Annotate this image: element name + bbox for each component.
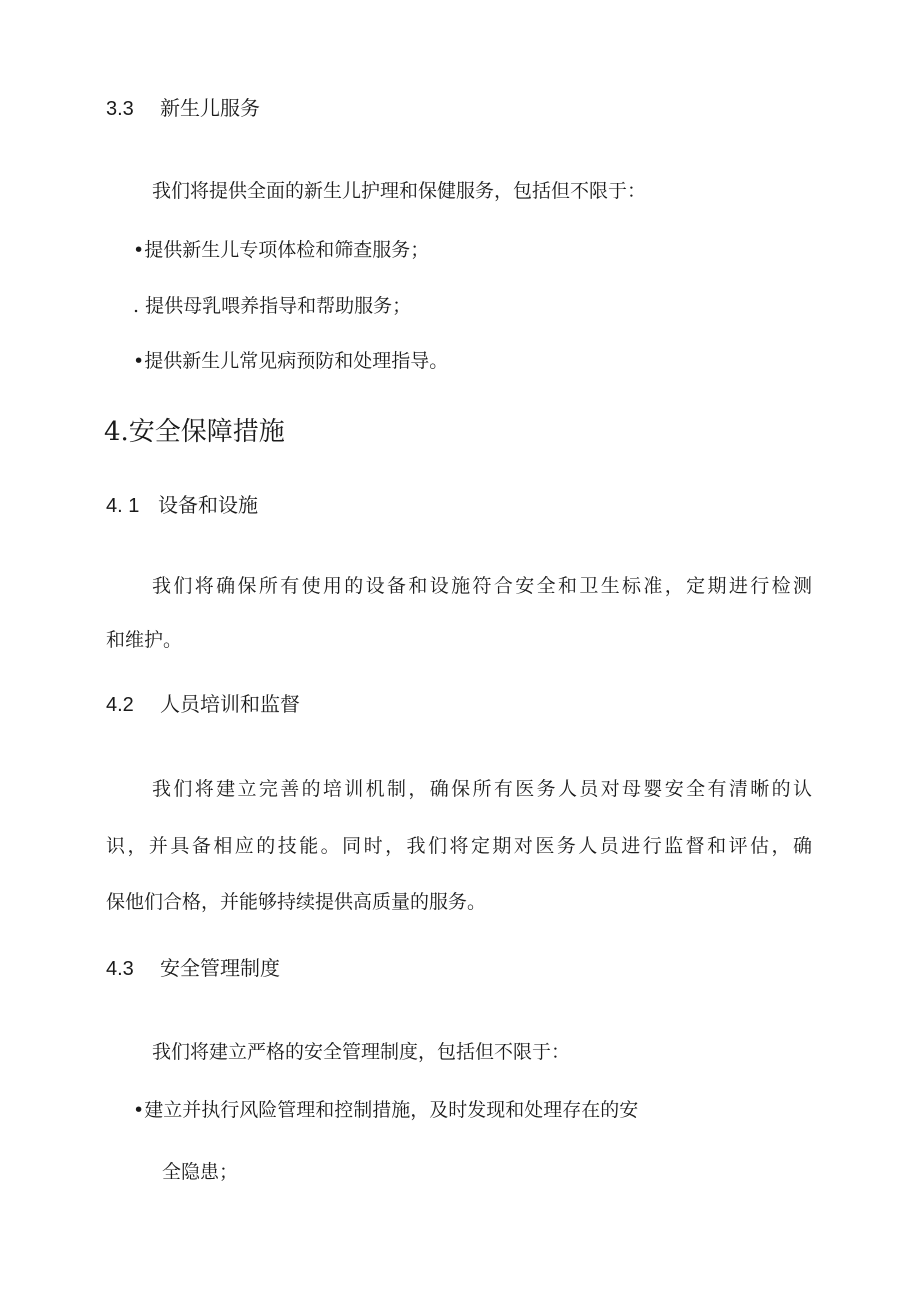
section-number: 4.2 — [106, 694, 134, 716]
list-item: •提供新生儿专项体检和筛查服务； — [133, 239, 430, 261]
list-item-continuation: 全隐患； — [162, 1161, 239, 1183]
section-number: 4. 1 — [106, 495, 140, 517]
section-number: 3.3 — [106, 98, 134, 120]
paragraph-intro: 我们将建立严格的安全管理制度，包括但不限于： — [152, 1041, 571, 1063]
list-item: •提供新生儿常见病预防和处理指导。 — [133, 350, 449, 372]
paragraph-line: 和维护。 — [106, 629, 183, 651]
paragraph-line: 保他们合格，并能够持续提供高质量的服务。 — [106, 891, 487, 913]
section-title: 人员培训和监督 — [160, 692, 300, 716]
section-title: 设备和设施 — [158, 493, 258, 517]
list-item: •建立并执行风险管理和控制措施，及时发现和处理存在的安 — [133, 1099, 639, 1121]
section-heading-4-3 — [106, 958, 280, 979]
chapter-heading-4: 4.安全保障措施 — [104, 417, 285, 447]
paragraph-line: 我们将建立完善的培训机制，确保所有医务人员对母婴安全有清晰的认 — [152, 778, 812, 800]
list-item: . 提供母乳喂养指导和帮助服务； — [133, 295, 412, 317]
paragraph-line: 我们将确保所有使用的设备和设施符合安全和卫生标准，定期进行检测 — [152, 575, 812, 597]
section-heading-3-3 — [106, 98, 260, 119]
section-heading-4-1 — [106, 495, 258, 516]
section-number: 4.3 — [106, 958, 134, 980]
section-title: 新生儿服务 — [160, 96, 260, 120]
paragraph-line: 识，并具备相应的技能。同时，我们将定期对医务人员进行监督和评估，确 — [106, 835, 812, 857]
section-title: 安全管理制度 — [160, 956, 280, 980]
paragraph-intro: 我们将提供全面的新生儿护理和保健服务，包括但不限于： — [152, 180, 647, 202]
section-heading-4-2 — [106, 694, 300, 715]
